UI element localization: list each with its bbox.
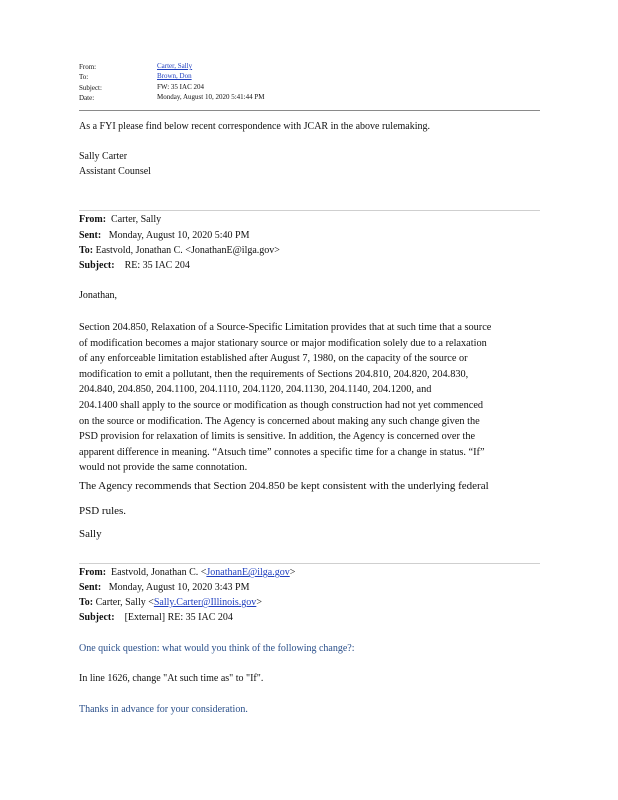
memo-subject-value: FW: 35 IAC 204 (157, 83, 204, 91)
email2-to-email-link[interactable]: Sally.Carter@Illinois.gov (153, 597, 257, 608)
email2-from-email-link[interactable]: JonathanE@ilga.gov (206, 567, 290, 578)
email1-closing: Sally (79, 528, 102, 540)
body-line: 204.1400 shall apply to the source or modification as though construction had not yet commenced (79, 399, 484, 411)
email1-to-value: Eastvold, Jonathan C. <JonathanE@ilga.gov> (95, 245, 280, 256)
email1-subject-label: Subject: (79, 260, 115, 271)
header-divider (79, 110, 540, 111)
email2-sent (79, 582, 250, 593)
body-line: 204.840, 204.850, 204.1100, 204.1110, 204.1120, 204.1130, 204.1140, 204.1200, and (79, 384, 432, 396)
email2-thanks: Thanks in advance for your consideration. (79, 704, 248, 715)
email2-from (79, 567, 295, 578)
body-line: PSD provision for relaxation of limits is sensitive. In addition, the Agency is concerned over the (79, 431, 476, 443)
email2-to-end: > (256, 597, 262, 608)
email2-to-label: To: (79, 597, 94, 608)
email1-sent-value: Monday, August 10, 2020 5:40 PM (108, 230, 250, 241)
email1-from-label: From: (79, 214, 107, 225)
email1-sent-label: Sent: (79, 230, 102, 241)
email2-from-label: From: (79, 567, 107, 578)
recommendation-line-1: The Agency recommends that Section 204.850 be kept consistent with the underlying federal (79, 480, 489, 492)
email2-from-name: Eastvold, Jonathan C. < (111, 567, 207, 578)
memo-from-label: From: (79, 63, 97, 71)
body-line: of any enforceable limitation established after August 7, 1980, on the capacity of the source or (79, 353, 468, 365)
email2-subject-value: [External] RE: 35 IAC 204 (124, 612, 233, 623)
body-line: would not provide the same connotation. (79, 462, 248, 474)
email1-subject-value: RE: 35 IAC 204 (124, 260, 190, 271)
signature-name: Sally Carter (79, 151, 128, 162)
email2-to (79, 597, 262, 608)
email2-subject-label: Subject: (79, 612, 115, 623)
body-line: on the source or modification. The Agency is concerned about making any such change given the (79, 415, 480, 427)
email2-sent-label: Sent: (79, 582, 102, 593)
body-line: of modification becomes a major stationary source or major modification solely due to a relaxation (79, 337, 487, 349)
email2-subject (79, 612, 233, 623)
email1-to-label: To: (79, 245, 94, 256)
email1-from (79, 214, 161, 225)
signature-title: Assistant Counsel (79, 166, 151, 177)
email2-change-line: In line 1626, change "At such time as" to "If". (79, 673, 264, 684)
intro-text: As a FYI please find below recent correspondence with JCAR in the above rulemaking. (79, 121, 431, 132)
memo-to-link[interactable]: Brown, Don (157, 72, 192, 80)
recommendation-line-2: PSD rules. (79, 505, 127, 517)
email2-divider (79, 563, 540, 564)
email2-question: One quick question: what would you think of the following change?: (79, 643, 355, 654)
email1-from-value: Carter, Sally (111, 214, 162, 225)
memo-from-link[interactable]: Carter, Sally (157, 62, 193, 70)
body-line: modification to emit a pollutant, then the requirements of Sections 204.810, 204.820, 204.830, (79, 368, 469, 380)
body-line: apparent difference in meaning. “Atsuch time” connotes a specific time for a change in status. “If” (79, 446, 485, 458)
email1-subject (79, 260, 190, 271)
email2-to-name: Carter, Sally < (95, 597, 154, 608)
memo-date-value: Monday, August 10, 2020 5:41:44 PM (157, 93, 265, 101)
email1-greeting: Jonathan, (79, 290, 118, 301)
memo-subject-label: Subject: (79, 84, 102, 92)
email2-sent-value: Monday, August 10, 2020 3:43 PM (108, 582, 250, 593)
email2-from-end: > (289, 567, 296, 578)
memo-to-label: To: (79, 73, 89, 81)
email1-to (79, 245, 280, 256)
email1-sent (79, 230, 250, 241)
email1-body (79, 320, 534, 476)
body-line: Section 204.850, Relaxation of a Source-Specific Limitation provides that at such time that a source (79, 322, 492, 333)
memo-date-label: Date: (79, 94, 95, 102)
email1-divider (79, 210, 540, 211)
